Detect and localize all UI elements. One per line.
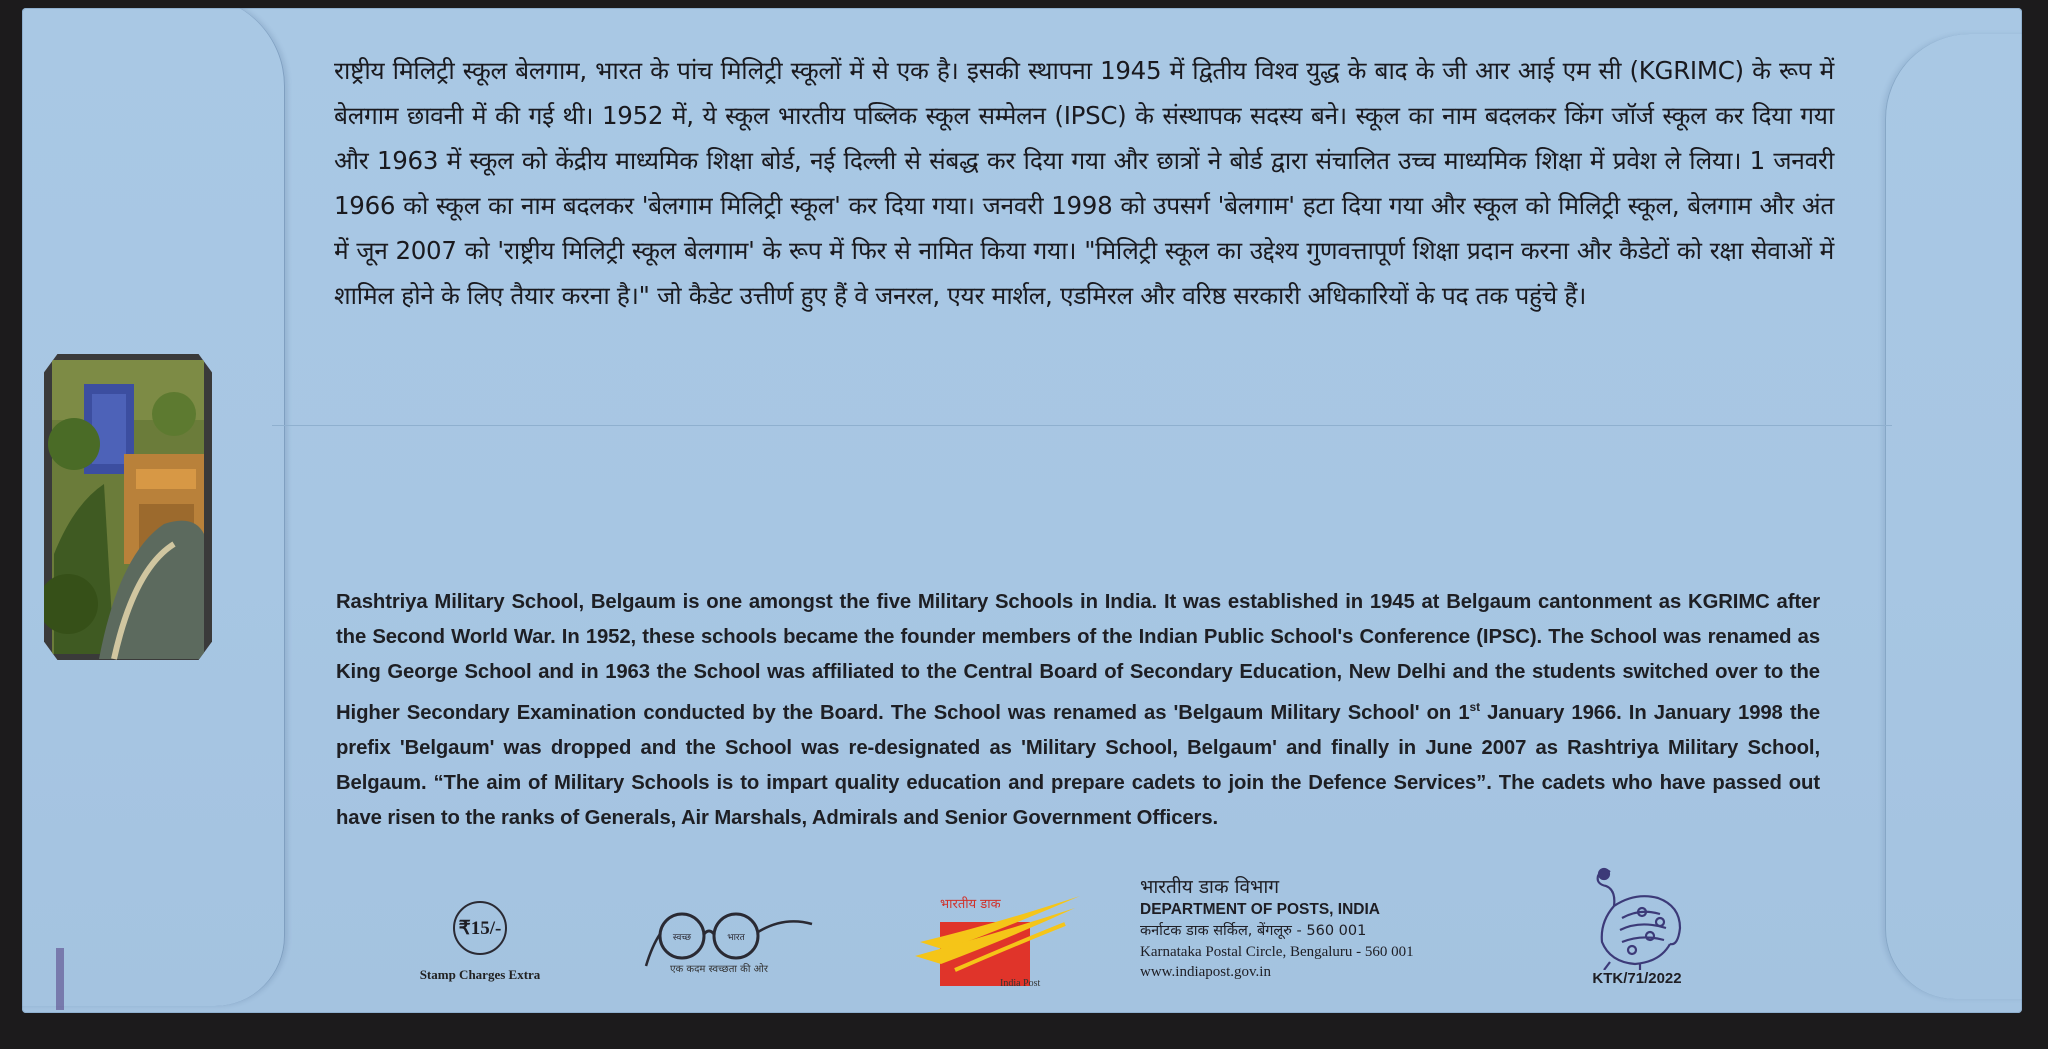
price-circle: ₹15/- bbox=[453, 901, 507, 955]
india-post-english: India Post bbox=[1000, 978, 1041, 989]
envelope-back bbox=[22, 8, 2022, 1013]
english-description bbox=[336, 585, 1820, 836]
circle-english: Karnataka Postal Circle, Bengaluru - 560 001 bbox=[1140, 944, 1414, 960]
swachh-caption: एक कदम स्वच्छता की ओर bbox=[670, 964, 768, 975]
department-hindi: भारतीय डाक विभाग bbox=[1140, 876, 1280, 898]
english-description-superscript: st bbox=[1469, 700, 1481, 714]
department-address bbox=[1140, 874, 1480, 982]
edge-mark bbox=[56, 948, 64, 1010]
right-flap bbox=[1885, 34, 2022, 999]
circle-hindi: कर्नाटक डाक सर्किल, बेंगलूरु - 560 001 bbox=[1140, 923, 1367, 939]
swachh-left-label: स्वच्छ bbox=[672, 933, 692, 943]
cover-code: KTK/71/2022 bbox=[1592, 970, 1682, 987]
department-english: DEPARTMENT OF POSTS, INDIA bbox=[1140, 901, 1380, 918]
english-description-part-1: Rashtriya Military School, Belgaum is one amongst the five Military Schools in India. It was established in 1945 at Belgaum cantonment as KGRIMC after the Second World War. In 1952, these schools became the founder members of the Indian Public School's Conference (IPSC). The School was renamed as King George School and in 1963 the School was affiliated to the Central Board of Secondary Education, New Delhi and the students switched over to the Higher Secondary Examination conducted by the Board. The School was renamed as 'Belgaum Military School' on 1 bbox=[336, 591, 1820, 724]
fold-line bbox=[272, 425, 1892, 426]
swachh-right-label: भारत bbox=[727, 933, 745, 943]
stamp-charges-caption: Stamp Charges Extra bbox=[419, 967, 541, 982]
hindi-description: राष्ट्रीय मिलिट्री स्कूल बेलगाम, भारत के पांच मिलिट्री स्कूलों में से एक है। इसकी स्थापना 1945 में द्वितीय विश्व युद्ध के बाद के जी आर आई एम सी (KGRIMC) के रूप में बेलगाम छावनी में की गई थी। 1952 में, ये स्कूल भारतीय पब्लिक स्कूल सम्मेलन (IPSC) के संस्थापक सदस्य बने। स्कूल का नाम बदलकर किंग जॉर्ज स्कूल कर दिया गया और 1963 में स्कूल को केंद्रीय माध्यमिक शिक्षा बोर्ड, नई दिल्ली से संबद्ध कर दिया गया और छात्रों ने बोर्ड द्वारा संचालित उच्च माध्यमिक शिक्षा में प्रवेश ले लिया। 1 जनवरी 1966 को स्कूल का नाम बदलकर 'बेलगाम मिलिट्री स्कूल' कर दिया गया। जनवरी 1998 को उपसर्ग 'बेलगाम' हटा दिया गया और स्कूल को मिलिट्री स्कूल, बेलगाम और अंत में जून 2007 को 'राष्ट्रीय मिलिट्री स्कूल बेलगाम' के रूप में फिर से नामित किया गया। "मिलिट्री स्कूल का उद्देश्य गुणवत्तापूर्ण शिक्षा प्रदान करना और कैडेटों को रक्षा सेवाओं में शामिल होने के लिए तैयार करना है।" जो कैडेट उत्तीर्ण हुए हैं वे जनरल, एयर मार्शल, एडमिरल और वरिष्ठ सरकारी अधिकारियों के पद तक पहुंचे हैं। bbox=[334, 56, 1834, 310]
school-photo bbox=[44, 354, 212, 660]
india-post-hindi: भारतीय डाक bbox=[940, 897, 1001, 912]
website: www.indiapost.gov.in bbox=[1140, 964, 1271, 980]
english-description-part-2: January 1966. In January 1998 the prefix 'Belgaum' was dropped and the School was re-designated as 'Military School, Belgaum' and finally in June 2007 as Rashtriya Military School, Belgaum. “The aim of Military Schools is to impart quality education and prepare cadets to join the Defence Services”. The cadets who have passed out have risen to the ranks of Generals, Air Marshals, Admirals and Senior Government Officers. bbox=[336, 701, 1820, 829]
peacock-emblem-icon bbox=[1580, 862, 1690, 970]
stamp-charge-badge bbox=[419, 901, 541, 983]
